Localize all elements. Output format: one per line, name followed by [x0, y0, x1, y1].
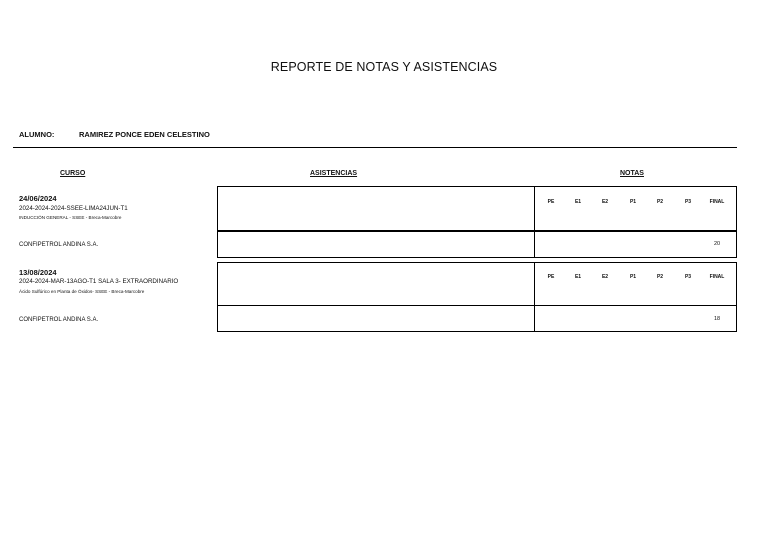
grade-header-e1: E1	[574, 199, 582, 205]
grade-header-p3: P3	[684, 199, 692, 205]
grade-final-value: 18	[713, 316, 721, 322]
company-name: CONFIPETROL ANDINA S.A.	[19, 317, 99, 323]
grade-header-e2: E2	[601, 274, 609, 280]
grade-header-p1: P1	[629, 274, 637, 280]
grade-header-e1: E1	[574, 274, 582, 280]
course-code: 2024-2024-MAR-13AGO-T1 SALA 3- EXTRAORDINARIO	[19, 278, 179, 285]
grade-header-p3: P3	[684, 274, 692, 280]
grade-header-final: FINAL	[709, 274, 725, 280]
grades-value-box	[534, 231, 737, 258]
course-name: Ácido Sulfúrico en Planta de Óxidos- SSEE - Breca-Marcobre	[19, 289, 145, 294]
grade-final-value: 20	[713, 241, 721, 247]
grades-header-box	[534, 186, 737, 231]
student-label: ALUMNO:	[19, 130, 55, 139]
student-name: RAMIREZ PONCE EDEN CELESTINO	[79, 130, 210, 139]
header-divider	[13, 147, 737, 148]
grade-header-e2: E2	[601, 199, 609, 205]
grades-header-box	[534, 262, 737, 306]
attendance-box	[217, 186, 535, 231]
course-date: 13/08/2024	[19, 268, 57, 277]
grade-header-pe: PE	[547, 199, 555, 205]
grade-header-p1: P1	[629, 199, 637, 205]
attendance-detail-box	[217, 305, 535, 332]
attendance-box	[217, 262, 535, 306]
course-date: 24/06/2024	[19, 194, 57, 203]
student-row	[19, 130, 210, 139]
course-code: 2024-2024-2024-SSEE-LIMA24JUN-T1	[19, 205, 128, 212]
column-header-asistencias: ASISTENCIAS	[310, 170, 358, 177]
attendance-detail-box	[217, 231, 535, 258]
grades-value-box	[534, 305, 737, 332]
grade-header-final: FINAL	[709, 199, 725, 205]
grade-header-p2: P2	[656, 199, 664, 205]
report-title: REPORTE DE NOTAS Y ASISTENCIAS	[270, 60, 498, 74]
column-header-curso: CURSO	[60, 170, 86, 177]
course-name: INDUCCIÓN GENERAL - SSEE - Breca-Marcobre	[19, 215, 122, 220]
grade-header-pe: PE	[547, 274, 555, 280]
column-header-notas: NOTAS	[620, 170, 644, 177]
company-name: CONFIPETROL ANDINA S.A.	[19, 242, 99, 248]
grade-header-p2: P2	[656, 274, 664, 280]
